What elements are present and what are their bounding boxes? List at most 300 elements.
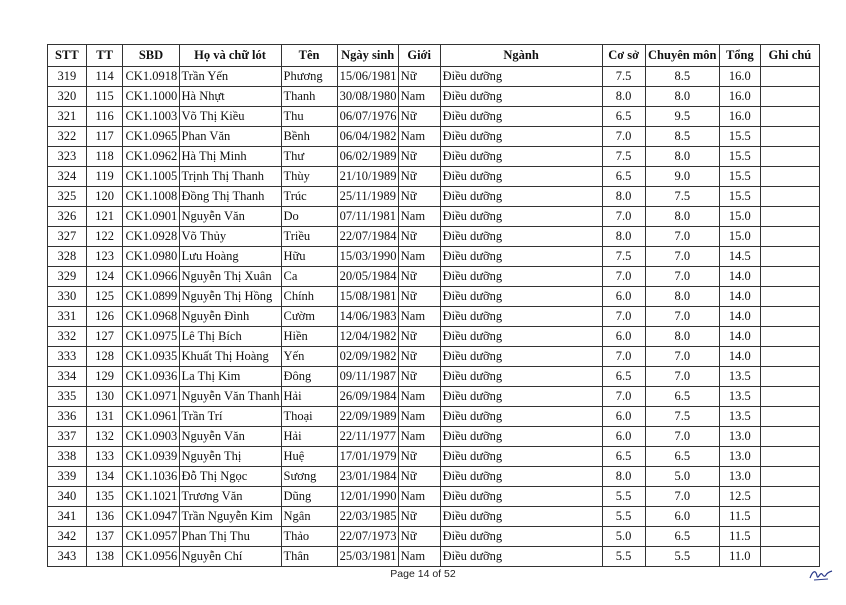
- table-row: [48, 427, 820, 447]
- cell-ghi-chu: [760, 547, 819, 567]
- cell-gioi: Nữ: [398, 527, 440, 547]
- table-row: [48, 487, 820, 507]
- cell-tong: 15.5: [719, 127, 760, 147]
- table-row: [48, 107, 820, 127]
- table-row: [48, 167, 820, 187]
- cell-tong: 14.0: [719, 327, 760, 347]
- cell-ho-va-chu-lot: Nguyễn Văn Thanh: [179, 387, 281, 407]
- cell-gioi: Nam: [398, 427, 440, 447]
- cell-ngay-sinh: 14/06/1983: [337, 307, 398, 327]
- column-header-co-so: Cơ sở: [602, 45, 645, 67]
- cell-tt: 120: [86, 187, 123, 207]
- cell-nganh: Điều dưỡng: [440, 547, 602, 567]
- cell-ghi-chu: [760, 67, 819, 87]
- cell-tong: 15.5: [719, 147, 760, 167]
- cell-gioi: Nữ: [398, 507, 440, 527]
- cell-ho-va-chu-lot: Trương Văn: [179, 487, 281, 507]
- cell-gioi: Nữ: [398, 107, 440, 127]
- cell-co-so: 6.5: [602, 367, 645, 387]
- column-header-gioi: Giới: [398, 45, 440, 67]
- cell-ghi-chu: [760, 487, 819, 507]
- table-row: [48, 187, 820, 207]
- cell-chuyen-mon: 7.0: [645, 347, 719, 367]
- cell-ngay-sinh: 07/11/1981: [337, 207, 398, 227]
- cell-chuyen-mon: 7.0: [645, 267, 719, 287]
- cell-gioi: Nam: [398, 87, 440, 107]
- cell-ten: Hải: [281, 387, 337, 407]
- cell-co-so: 7.0: [602, 127, 645, 147]
- cell-co-so: 5.5: [602, 547, 645, 567]
- cell-nganh: Điều dưỡng: [440, 307, 602, 327]
- column-header-ngay-sinh: Ngày sinh: [337, 45, 398, 67]
- cell-tong: 13.5: [719, 407, 760, 427]
- cell-gioi: Nữ: [398, 227, 440, 247]
- cell-sbd: CK1.1021: [123, 487, 179, 507]
- cell-tong: 16.0: [719, 67, 760, 87]
- cell-nganh: Điều dưỡng: [440, 67, 602, 87]
- cell-ngay-sinh: 25/03/1981: [337, 547, 398, 567]
- cell-ten: Yến: [281, 347, 337, 367]
- table-row: [48, 247, 820, 267]
- table-row: [48, 227, 820, 247]
- cell-chuyen-mon: 6.5: [645, 447, 719, 467]
- cell-co-so: 8.0: [602, 87, 645, 107]
- cell-tong: 12.5: [719, 487, 760, 507]
- cell-stt: 337: [48, 427, 87, 447]
- cell-co-so: 8.0: [602, 227, 645, 247]
- cell-nganh: Điều dưỡng: [440, 127, 602, 147]
- cell-chuyen-mon: 8.0: [645, 287, 719, 307]
- table-row: [48, 407, 820, 427]
- cell-nganh: Điều dưỡng: [440, 147, 602, 167]
- cell-ten: Thảo: [281, 527, 337, 547]
- cell-ghi-chu: [760, 247, 819, 267]
- cell-tt: 134: [86, 467, 123, 487]
- cell-tong: 14.0: [719, 287, 760, 307]
- cell-sbd: CK1.0956: [123, 547, 179, 567]
- table-row: [48, 507, 820, 527]
- table-row: [48, 327, 820, 347]
- cell-sbd: CK1.0899: [123, 287, 179, 307]
- cell-tong: 11.0: [719, 547, 760, 567]
- cell-tong: 15.5: [719, 187, 760, 207]
- cell-sbd: CK1.0947: [123, 507, 179, 527]
- cell-chuyen-mon: 7.0: [645, 367, 719, 387]
- table-row: [48, 127, 820, 147]
- cell-ten: Đông: [281, 367, 337, 387]
- cell-tong: 14.0: [719, 347, 760, 367]
- cell-tt: 114: [86, 67, 123, 87]
- cell-nganh: Điều dưỡng: [440, 207, 602, 227]
- cell-ngay-sinh: 26/09/1984: [337, 387, 398, 407]
- cell-sbd: CK1.1000: [123, 87, 179, 107]
- cell-ho-va-chu-lot: Trần Nguyễn Kim: [179, 507, 281, 527]
- cell-tt: 137: [86, 527, 123, 547]
- cell-ho-va-chu-lot: Trần Trí: [179, 407, 281, 427]
- table-row: [48, 87, 820, 107]
- cell-stt: 326: [48, 207, 87, 227]
- cell-co-so: 6.0: [602, 427, 645, 447]
- cell-co-so: 7.5: [602, 67, 645, 87]
- cell-ghi-chu: [760, 387, 819, 407]
- cell-ghi-chu: [760, 167, 819, 187]
- cell-sbd: CK1.0957: [123, 527, 179, 547]
- cell-gioi: Nữ: [398, 267, 440, 287]
- cell-ghi-chu: [760, 467, 819, 487]
- cell-ho-va-chu-lot: Võ Thị Kiều: [179, 107, 281, 127]
- cell-stt: 341: [48, 507, 87, 527]
- cell-chuyen-mon: 6.0: [645, 507, 719, 527]
- table-row: [48, 527, 820, 547]
- cell-ten: Trúc: [281, 187, 337, 207]
- cell-ten: Huệ: [281, 447, 337, 467]
- cell-co-so: 6.0: [602, 407, 645, 427]
- cell-stt: 331: [48, 307, 87, 327]
- cell-gioi: Nữ: [398, 287, 440, 307]
- cell-chuyen-mon: 7.0: [645, 487, 719, 507]
- cell-tt: 115: [86, 87, 123, 107]
- cell-co-so: 6.5: [602, 447, 645, 467]
- cell-ten: Thu: [281, 107, 337, 127]
- cell-tt: 131: [86, 407, 123, 427]
- cell-nganh: Điều dưỡng: [440, 327, 602, 347]
- cell-ten: Phương: [281, 67, 337, 87]
- cell-tong: 16.0: [719, 107, 760, 127]
- cell-chuyen-mon: 7.0: [645, 247, 719, 267]
- cell-nganh: Điều dưỡng: [440, 447, 602, 467]
- cell-nganh: Điều dưỡng: [440, 487, 602, 507]
- cell-ten: Cườm: [281, 307, 337, 327]
- cell-sbd: CK1.1036: [123, 467, 179, 487]
- cell-co-so: 7.5: [602, 147, 645, 167]
- cell-co-so: 5.5: [602, 487, 645, 507]
- cell-tt: 132: [86, 427, 123, 447]
- table-row: [48, 207, 820, 227]
- cell-tong: 14.0: [719, 267, 760, 287]
- cell-chuyen-mon: 5.5: [645, 547, 719, 567]
- signature-mark-icon: [808, 566, 834, 582]
- table-body: [48, 67, 820, 567]
- cell-gioi: Nữ: [398, 67, 440, 87]
- cell-ghi-chu: [760, 347, 819, 367]
- cell-sbd: CK1.0966: [123, 267, 179, 287]
- cell-tt: 136: [86, 507, 123, 527]
- cell-ho-va-chu-lot: Đỗ Thị Ngọc: [179, 467, 281, 487]
- cell-gioi: Nam: [398, 207, 440, 227]
- cell-ngay-sinh: 22/09/1989: [337, 407, 398, 427]
- cell-co-so: 5.0: [602, 527, 645, 547]
- cell-nganh: Điều dưỡng: [440, 507, 602, 527]
- cell-tong: 13.0: [719, 447, 760, 467]
- cell-stt: 335: [48, 387, 87, 407]
- cell-chuyen-mon: 9.5: [645, 107, 719, 127]
- cell-ghi-chu: [760, 427, 819, 447]
- cell-co-so: 7.0: [602, 307, 645, 327]
- cell-nganh: Điều dưỡng: [440, 107, 602, 127]
- cell-ten: Sương: [281, 467, 337, 487]
- cell-sbd: CK1.0961: [123, 407, 179, 427]
- cell-stt: 340: [48, 487, 87, 507]
- table-row: [48, 387, 820, 407]
- cell-co-so: 8.0: [602, 187, 645, 207]
- cell-tong: 15.5: [719, 167, 760, 187]
- cell-ngay-sinh: 30/08/1980: [337, 87, 398, 107]
- cell-tt: 116: [86, 107, 123, 127]
- cell-chuyen-mon: 8.0: [645, 87, 719, 107]
- cell-chuyen-mon: 6.5: [645, 527, 719, 547]
- table-row: [48, 307, 820, 327]
- cell-ho-va-chu-lot: Phan Văn: [179, 127, 281, 147]
- cell-tong: 15.0: [719, 227, 760, 247]
- cell-stt: 322: [48, 127, 87, 147]
- cell-tt: 119: [86, 167, 123, 187]
- cell-ghi-chu: [760, 307, 819, 327]
- cell-gioi: Nam: [398, 307, 440, 327]
- cell-tt: 123: [86, 247, 123, 267]
- page-number: Page 14 of 52: [390, 568, 456, 580]
- cell-ghi-chu: [760, 127, 819, 147]
- cell-ho-va-chu-lot: Nguyễn Văn: [179, 207, 281, 227]
- cell-stt: 339: [48, 467, 87, 487]
- cell-ngay-sinh: 21/10/1989: [337, 167, 398, 187]
- cell-gioi: Nữ: [398, 327, 440, 347]
- cell-tt: 118: [86, 147, 123, 167]
- cell-ho-va-chu-lot: Nguyễn Thị: [179, 447, 281, 467]
- cell-ho-va-chu-lot: Nguyễn Thị Xuân: [179, 267, 281, 287]
- cell-tong: 16.0: [719, 87, 760, 107]
- table-row: [48, 547, 820, 567]
- cell-ho-va-chu-lot: Hà Thị Minh: [179, 147, 281, 167]
- column-header-tong: Tổng: [719, 45, 760, 67]
- cell-tt: 130: [86, 387, 123, 407]
- cell-ghi-chu: [760, 147, 819, 167]
- table-row: [48, 367, 820, 387]
- cell-tong: 11.5: [719, 507, 760, 527]
- cell-co-so: 6.0: [602, 327, 645, 347]
- cell-ten: Ngân: [281, 507, 337, 527]
- cell-gioi: Nam: [398, 487, 440, 507]
- cell-ho-va-chu-lot: Phan Thị Thu: [179, 527, 281, 547]
- cell-ngay-sinh: 12/04/1982: [337, 327, 398, 347]
- cell-tong: 13.0: [719, 467, 760, 487]
- cell-gioi: Nam: [398, 387, 440, 407]
- cell-stt: 336: [48, 407, 87, 427]
- cell-tt: 138: [86, 547, 123, 567]
- cell-sbd: CK1.0980: [123, 247, 179, 267]
- cell-ho-va-chu-lot: Hà Nhựt: [179, 87, 281, 107]
- cell-ngay-sinh: 22/07/1984: [337, 227, 398, 247]
- cell-stt: 321: [48, 107, 87, 127]
- cell-tt: 117: [86, 127, 123, 147]
- cell-tt: 135: [86, 487, 123, 507]
- cell-tt: 133: [86, 447, 123, 467]
- cell-ghi-chu: [760, 87, 819, 107]
- table-row: [48, 347, 820, 367]
- column-header-ghi-chu: Ghi chú: [760, 45, 819, 67]
- cell-nganh: Điều dưỡng: [440, 267, 602, 287]
- cell-ngay-sinh: 15/08/1981: [337, 287, 398, 307]
- cell-gioi: Nam: [398, 407, 440, 427]
- table-row: [48, 447, 820, 467]
- cell-chuyen-mon: 6.5: [645, 387, 719, 407]
- cell-ho-va-chu-lot: Nguyễn Chí: [179, 547, 281, 567]
- cell-ho-va-chu-lot: Trịnh Thị Thanh: [179, 167, 281, 187]
- cell-tong: 13.5: [719, 367, 760, 387]
- cell-stt: 325: [48, 187, 87, 207]
- cell-ghi-chu: [760, 187, 819, 207]
- cell-nganh: Điều dưỡng: [440, 427, 602, 447]
- cell-co-so: 6.5: [602, 167, 645, 187]
- cell-ten: Hải: [281, 427, 337, 447]
- cell-ngay-sinh: 20/05/1984: [337, 267, 398, 287]
- cell-tt: 129: [86, 367, 123, 387]
- cell-gioi: Nam: [398, 247, 440, 267]
- cell-ghi-chu: [760, 367, 819, 387]
- cell-nganh: Điều dưỡng: [440, 287, 602, 307]
- cell-sbd: CK1.0936: [123, 367, 179, 387]
- cell-ho-va-chu-lot: Trần Yến: [179, 67, 281, 87]
- cell-tong: 15.0: [719, 207, 760, 227]
- cell-sbd: CK1.0968: [123, 307, 179, 327]
- column-header-chuyen-mon: Chuyên môn: [645, 45, 719, 67]
- cell-ten: Hiền: [281, 327, 337, 347]
- cell-ghi-chu: [760, 287, 819, 307]
- cell-ngay-sinh: 12/01/1990: [337, 487, 398, 507]
- cell-chuyen-mon: 8.0: [645, 207, 719, 227]
- cell-gioi: Nữ: [398, 187, 440, 207]
- cell-nganh: Điều dưỡng: [440, 527, 602, 547]
- cell-gioi: Nữ: [398, 367, 440, 387]
- cell-gioi: Nữ: [398, 167, 440, 187]
- cell-gioi: Nữ: [398, 147, 440, 167]
- cell-ho-va-chu-lot: Nguyễn Đình: [179, 307, 281, 327]
- cell-chuyen-mon: 5.0: [645, 467, 719, 487]
- cell-chuyen-mon: 7.5: [645, 187, 719, 207]
- cell-ghi-chu: [760, 207, 819, 227]
- cell-ho-va-chu-lot: Nguyễn Thị Hồng: [179, 287, 281, 307]
- cell-co-so: 7.0: [602, 267, 645, 287]
- cell-ngay-sinh: 25/11/1989: [337, 187, 398, 207]
- cell-co-so: 7.0: [602, 387, 645, 407]
- cell-ghi-chu: [760, 227, 819, 247]
- cell-ho-va-chu-lot: Đồng Thị Thanh: [179, 187, 281, 207]
- cell-stt: 327: [48, 227, 87, 247]
- cell-gioi: Nữ: [398, 467, 440, 487]
- cell-sbd: CK1.0901: [123, 207, 179, 227]
- column-header-tt: TT: [86, 45, 123, 67]
- cell-ten: Do: [281, 207, 337, 227]
- cell-tong: 14.5: [719, 247, 760, 267]
- cell-chuyen-mon: 8.0: [645, 327, 719, 347]
- cell-co-so: 5.5: [602, 507, 645, 527]
- cell-sbd: CK1.0918: [123, 67, 179, 87]
- cell-nganh: Điều dưỡng: [440, 467, 602, 487]
- cell-tt: 126: [86, 307, 123, 327]
- cell-stt: 324: [48, 167, 87, 187]
- cell-ten: Chính: [281, 287, 337, 307]
- cell-ten: Bềnh: [281, 127, 337, 147]
- cell-tt: 127: [86, 327, 123, 347]
- cell-ho-va-chu-lot: Nguyễn Văn: [179, 427, 281, 447]
- cell-stt: 333: [48, 347, 87, 367]
- cell-ten: Thân: [281, 547, 337, 567]
- table-row: [48, 147, 820, 167]
- cell-gioi: Nữ: [398, 347, 440, 367]
- cell-ngay-sinh: 22/11/1977: [337, 427, 398, 447]
- cell-tt: 122: [86, 227, 123, 247]
- cell-gioi: Nam: [398, 127, 440, 147]
- cell-chuyen-mon: 8.5: [645, 67, 719, 87]
- cell-ten: Dũng: [281, 487, 337, 507]
- table-row: [48, 467, 820, 487]
- cell-chuyen-mon: 7.0: [645, 427, 719, 447]
- cell-sbd: CK1.1003: [123, 107, 179, 127]
- cell-co-so: 7.0: [602, 207, 645, 227]
- cell-ghi-chu: [760, 407, 819, 427]
- cell-stt: 330: [48, 287, 87, 307]
- cell-chuyen-mon: 9.0: [645, 167, 719, 187]
- cell-ngay-sinh: 22/03/1985: [337, 507, 398, 527]
- cell-ten: Thư: [281, 147, 337, 167]
- cell-stt: 338: [48, 447, 87, 467]
- cell-nganh: Điều dưỡng: [440, 247, 602, 267]
- column-header-stt: STT: [48, 45, 87, 67]
- cell-co-so: 6.5: [602, 107, 645, 127]
- cell-tt: 128: [86, 347, 123, 367]
- candidate-score-table: [47, 44, 820, 567]
- cell-stt: 328: [48, 247, 87, 267]
- cell-nganh: Điều dưỡng: [440, 367, 602, 387]
- cell-nganh: Điều dưỡng: [440, 87, 602, 107]
- cell-ngay-sinh: 06/07/1976: [337, 107, 398, 127]
- cell-chuyen-mon: 7.0: [645, 307, 719, 327]
- table-header-row: [48, 45, 820, 67]
- cell-co-so: 7.0: [602, 347, 645, 367]
- cell-sbd: CK1.0935: [123, 347, 179, 367]
- cell-ho-va-chu-lot: La Thị Kim: [179, 367, 281, 387]
- cell-co-so: 8.0: [602, 467, 645, 487]
- cell-stt: 319: [48, 67, 87, 87]
- cell-nganh: Điều dưỡng: [440, 227, 602, 247]
- cell-chuyen-mon: 7.0: [645, 227, 719, 247]
- cell-ngay-sinh: 15/03/1990: [337, 247, 398, 267]
- cell-ngay-sinh: 17/01/1979: [337, 447, 398, 467]
- table-row: [48, 67, 820, 87]
- cell-ngay-sinh: 06/04/1982: [337, 127, 398, 147]
- cell-ngay-sinh: 06/02/1989: [337, 147, 398, 167]
- cell-ho-va-chu-lot: Khuất Thị Hoàng: [179, 347, 281, 367]
- column-header-sbd: SBD: [123, 45, 179, 67]
- cell-sbd: CK1.0962: [123, 147, 179, 167]
- cell-ten: Thanh: [281, 87, 337, 107]
- cell-ten: Triều: [281, 227, 337, 247]
- cell-nganh: Điều dưỡng: [440, 387, 602, 407]
- column-header-nganh: Ngành: [440, 45, 602, 67]
- table-row: [48, 267, 820, 287]
- cell-gioi: Nữ: [398, 447, 440, 467]
- cell-co-so: 7.5: [602, 247, 645, 267]
- cell-ho-va-chu-lot: Võ Thủy: [179, 227, 281, 247]
- cell-nganh: Điều dưỡng: [440, 187, 602, 207]
- cell-ghi-chu: [760, 267, 819, 287]
- cell-ngay-sinh: 15/06/1981: [337, 67, 398, 87]
- cell-ghi-chu: [760, 107, 819, 127]
- cell-sbd: CK1.0971: [123, 387, 179, 407]
- cell-ngay-sinh: 22/07/1973: [337, 527, 398, 547]
- cell-chuyen-mon: 8.5: [645, 127, 719, 147]
- cell-ten: Thùy: [281, 167, 337, 187]
- cell-stt: 332: [48, 327, 87, 347]
